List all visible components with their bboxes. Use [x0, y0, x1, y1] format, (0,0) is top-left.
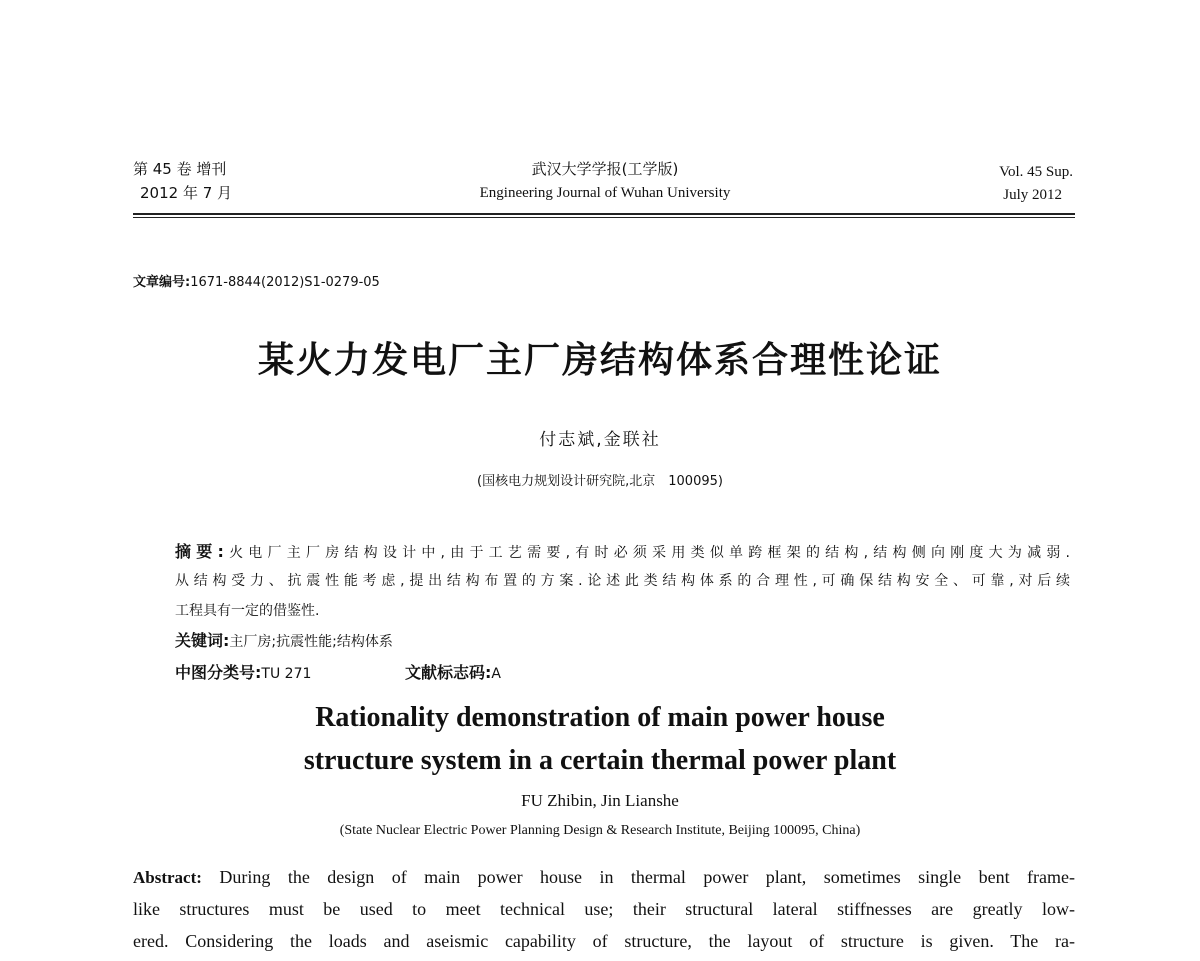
keywords-cn: [175, 628, 393, 651]
journal-title-en: Engineering Journal of Wuhan University: [479, 185, 731, 201]
abstract-cn-line: 从结构受力、抗震性能考虑,提出结构布置的方案.论述此类结构体系的合理性,可确保结构安全、可靠,对后续: [175, 573, 1070, 589]
abstract-en-line: like structures must be used to meet technical use; their structural lateral stiffnesses are greatly low-: [133, 899, 1075, 919]
authors-cn: 付志斌,金联社: [539, 430, 661, 450]
volume-en: Vol. 45 Sup.: [999, 164, 1073, 180]
article-id: [133, 271, 380, 290]
classification: [175, 660, 311, 683]
title-en-line-1: Rationality demonstration of main power house: [315, 702, 885, 733]
abstract-en-line: ered. Considering the loads and aseismic capability of structure, the layout of structure is given. The ra-: [133, 931, 1075, 951]
abstract-en-line: During the design of main power house in thermal power plant, sometimes single bent frame-: [219, 867, 1075, 887]
article-id-label: 文章编号:: [133, 275, 191, 290]
header-rule-bottom: [133, 217, 1075, 218]
title-cn: 某火力发电厂主厂房结构体系合理性论证: [257, 340, 942, 381]
abstract-cn-line: 火电厂主厂房结构设计中,由于工艺需要,有时必须采用类似单跨框架的结构,结构侧向刚度大为减弱.: [223, 545, 1070, 561]
article-id-value: 1671-8844(2012)S1-0279-05: [190, 275, 380, 290]
volume-cn: 第 45 卷 增刊: [133, 160, 227, 178]
header-rule-top: [133, 213, 1075, 215]
abstract-en-label: Abstract:: [133, 868, 202, 887]
keywords-label: 关键词:: [175, 631, 230, 650]
affiliation-en: (State Nuclear Electric Power Planning Design & Research Institute, Beijing 100095, China): [339, 823, 861, 838]
doc-code-value: A: [491, 666, 501, 682]
abstract-cn-label: 摘要:: [175, 542, 224, 561]
date-en: July 2012: [1003, 187, 1062, 203]
date-cn: 2012 年 7 月: [140, 184, 233, 202]
journal-title-cn: 武汉大学学报(工学版): [531, 160, 679, 178]
abstract-cn-line: 工程具有一定的借鉴性.: [175, 603, 320, 619]
keywords-value: 主厂房;抗震性能;结构体系: [229, 634, 393, 650]
doc-code-label: 文献标志码:: [405, 663, 492, 682]
authors-en: FU Zhibin, Jin Lianshe: [521, 791, 679, 810]
doc-code: [405, 660, 501, 683]
title-en-line-2: structure system in a certain thermal power plant: [303, 745, 897, 776]
clc-label: 中图分类号:: [175, 663, 262, 682]
clc-value: TU 271: [261, 666, 312, 682]
affiliation-cn: (国核电力规划设计研究院,北京 100095): [477, 474, 723, 489]
